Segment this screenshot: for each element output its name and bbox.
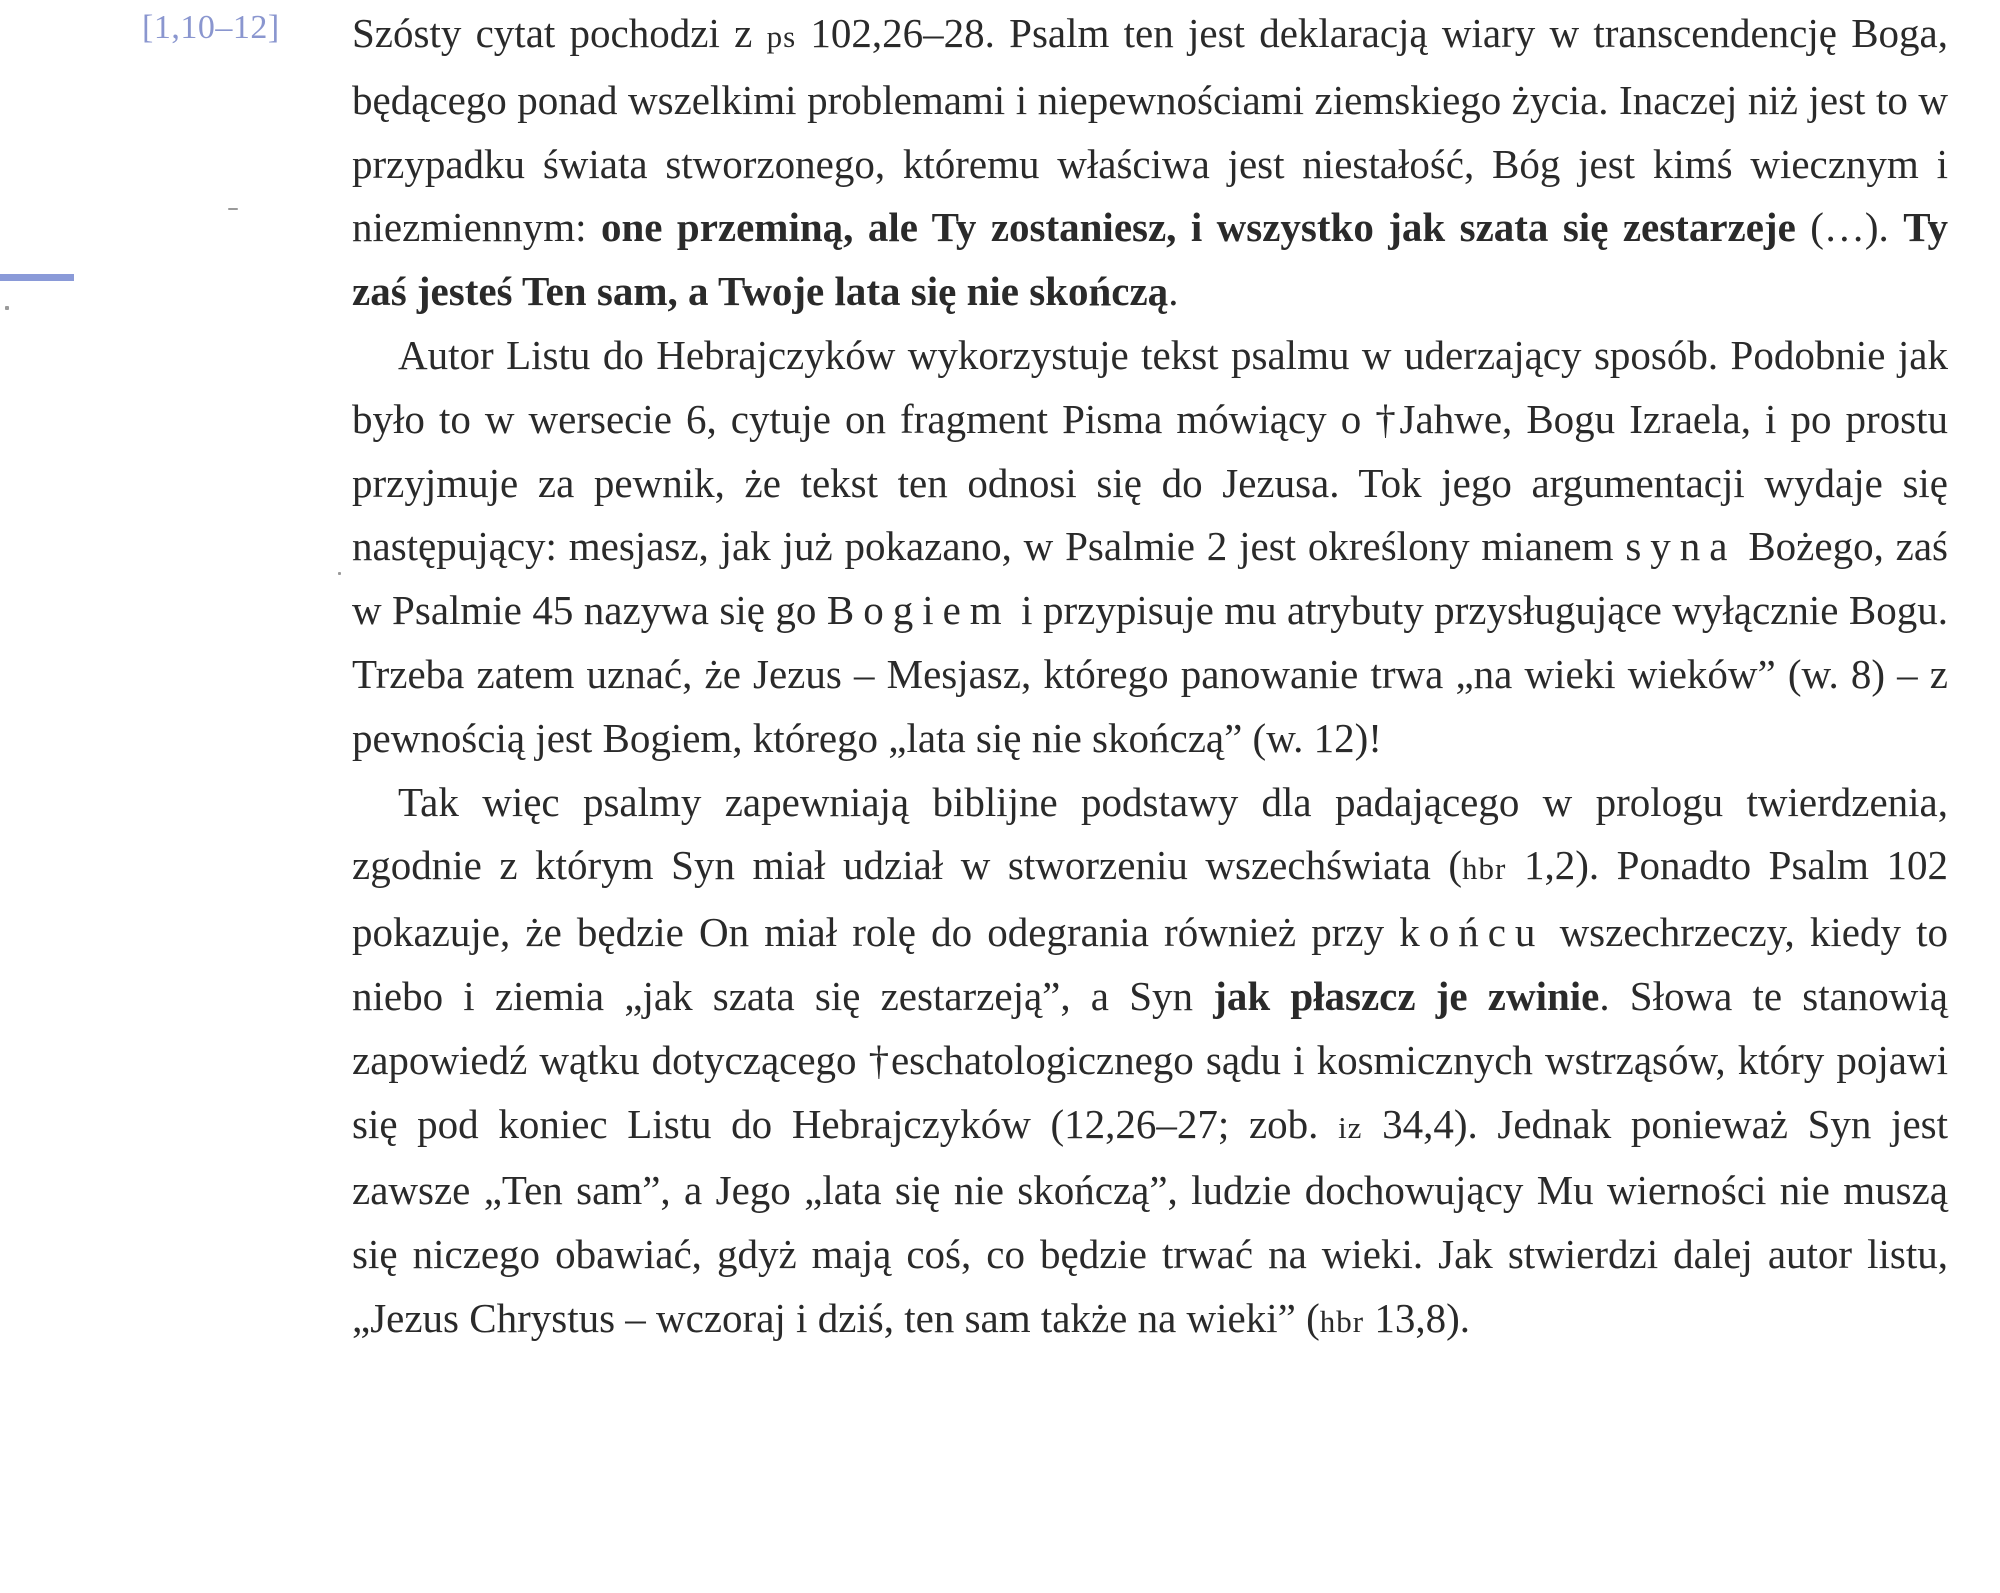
spaced-emphasis: końcu	[1399, 909, 1545, 956]
text-run: Bożego, zaś w Psalmie 45 nazywa się go	[352, 523, 1949, 634]
book-abbreviation: ps	[766, 19, 797, 54]
book-abbreviation: hbr	[1319, 1303, 1365, 1339]
text-run: Tak więc psalmy zapewniają biblijne podstawy dla padającego w prologu twierdzenia, zgodnie z którym Syn miał udział w stworzeniu wszechświata (	[352, 778, 1948, 889]
text-run: Autor Listu do Hebrajczyków wykorzystuje tekst psalmu w uderzający sposób. Podobnie jak było to w wersecie 6, cytuje on fragment Pisma mówiący o †Jahwe, Bogu Izraela, i po prostu przyjmuje za pewnik, że tekst ten odnosi się do Jezusa. Tok jego argumentacji wydaje się następujący: mesjasz, jak już pokazano, w Psalmie 2 jest określony mianem	[352, 331, 1948, 570]
scan-speck	[338, 572, 341, 575]
text-run: . Słowa te stanowią zapowiedź wątku dotyczącego †eschatologicznego sądu i kosmicznych wstrząsów, który pojawi się pod koniec Listu do Hebrajczyków (12,26–27; zob.	[352, 972, 1948, 1147]
text-run: 102,26–28. Psalm ten jest deklaracją wiary w transcendencję Boga, będącego ponad wszelkimi problemami i niepewnościami ziemskiego życia. Inaczej niż jest to w przypadku świata stworzonego, któremu właściwa jest niestałość, Bóg jest kimś wiecznym i niezmiennym:	[352, 10, 1948, 251]
bold-quote: Ty zaś jesteś Ten sam, a Twoje lata się nie skończą	[352, 204, 1948, 315]
text-run: .	[1168, 268, 1179, 315]
text-run: 13,8).	[1364, 1294, 1470, 1341]
scan-speck	[5, 306, 9, 310]
spaced-emphasis: syna	[1625, 523, 1737, 570]
margin-marker-bar	[0, 274, 74, 281]
scan-speck	[228, 208, 238, 210]
book-abbreviation: iz	[1338, 1109, 1363, 1145]
margin-verse-reference: [1,10–12]	[142, 9, 280, 46]
text-run: (…).	[1795, 204, 1904, 251]
text-run: i przypisuje mu atrybuty przysługujące wyłącznie Bogu. Trzeba zatem uznać, że Jezus – Mesjasz, którego panowanie trwa „na wieki wieków” (w. 8) – z pewnością jest Bogiem, którego „lata się nie skończą” (w. 12)!	[352, 587, 1948, 761]
paragraph	[352, 324, 1948, 771]
paragraph	[352, 771, 1948, 1354]
paragraph	[352, 2, 1948, 324]
bold-quote: one przeminą, ale Ty zostaniesz, i wszystko jak szata się zestarzeje	[600, 204, 1796, 251]
body-text	[352, 2, 1948, 1354]
spaced-emphasis: Bogiem	[826, 587, 1011, 634]
text-run: Szósty cytat pochodzi z	[352, 10, 767, 56]
text-run: wszechrzeczy, kiedy to niebo i ziemia „jak szata się zestarzeją”, a Syn	[352, 909, 1949, 1019]
text-run: 34,4). Jednak ponieważ Syn jest zawsze „Ten sam”, a Jego „lata się nie skończą”, ludzie dochowujący Mu wierności nie muszą się niczego obawiać, gdyż mają coś, co będzie trwać na wieki. Jak stwierdzi dalej autor listu, „Jezus Chrystus – wczoraj i dziś, ten sam także na wieki” (	[352, 1100, 1948, 1341]
book-abbreviation: hbr	[1462, 851, 1507, 887]
text-run: 1,2). Ponadto Psalm 102 pokazuje, że będzie On miał rolę do odegrania również przy	[352, 842, 1948, 956]
bold-quote: jak płaszcz je zwinie	[1213, 972, 1600, 1019]
